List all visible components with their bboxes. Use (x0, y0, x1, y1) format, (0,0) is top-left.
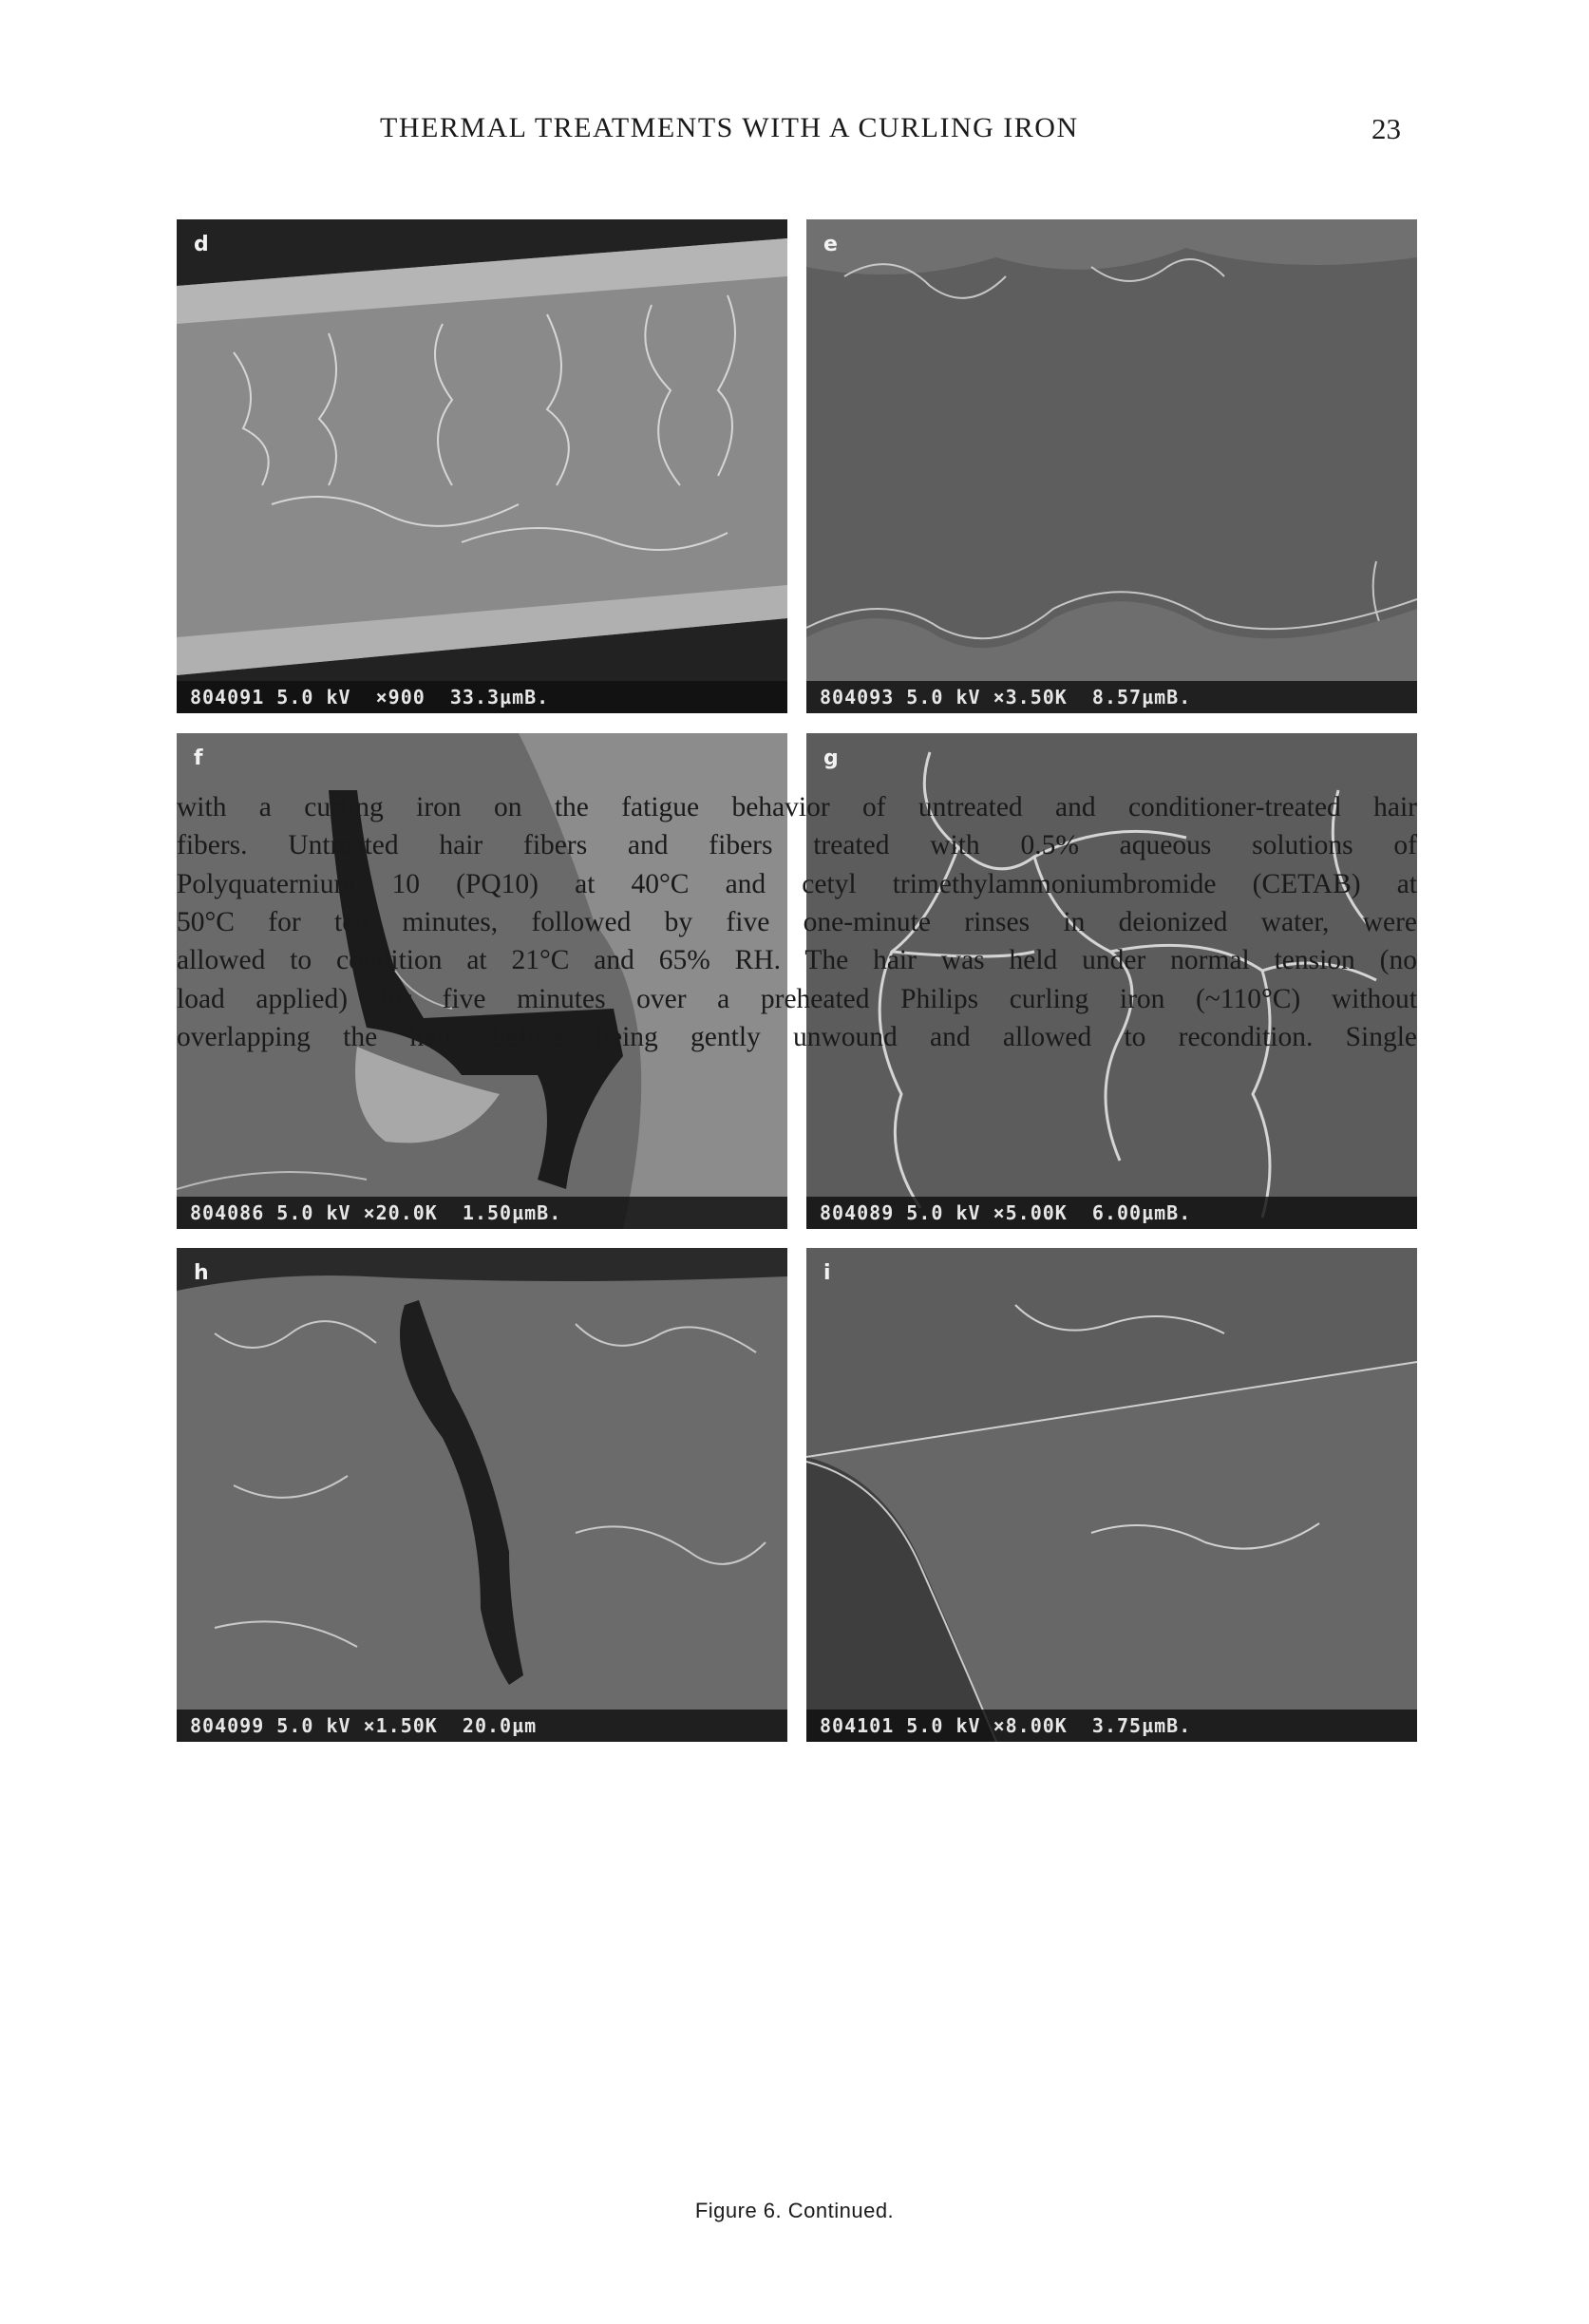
page-number: 23 (1371, 112, 1401, 145)
text-line: Polyquaternium 10 (PQ10) at 40°C and cetyl trimethylammoniumbromide (CETAB) at (177, 868, 1417, 899)
running-head (176, 112, 1410, 150)
text-line: allowed to condition at 21°C and 65% RH. The hair was held under normal tension (no (177, 945, 1417, 976)
scale-bar-g: 804089 5.0 kV ×5.00K 6.00µmB. (806, 1197, 1417, 1229)
figure-6-grid (177, 219, 1417, 2170)
scale-bar-d: 804091 5.0 kV ×900 33.3µmB. (177, 681, 787, 713)
running-title: THERMAL TREATMENTS WITH A CURLING IRON (380, 112, 1079, 143)
panel-letter-e: e (823, 233, 838, 256)
text-line: overlapping the hair, before being gently unwound and allowed to recondition. Single (177, 1021, 1417, 1052)
panel-letter-d: d (194, 233, 209, 256)
panel-letter-f: f (194, 746, 203, 770)
scale-bar-h: 804099 5.0 kV ×1.50K 20.0µm (177, 1710, 787, 1742)
panel-letter-g: g (823, 746, 839, 770)
sem-panel-h (177, 1248, 787, 1742)
sem-image-e (806, 219, 1417, 713)
sem-panel-e (806, 219, 1417, 713)
text-line: load applied) for five minutes over a preheated Philips curling iron (~110°C) without (177, 983, 1417, 1014)
sem-image-d (177, 219, 787, 713)
panel-letter-i: i (823, 1261, 831, 1285)
text-line: with a curling iron on the fatigue behavior of untreated and conditioner-treated hair (177, 792, 1417, 822)
text-line: 50°C for ten minutes, followed by five one-minute rinses in deionized water, were (177, 906, 1417, 937)
sem-panel-i (806, 1248, 1417, 1742)
scale-bar-e: 804093 5.0 kV ×3.50K 8.57µmB. (806, 681, 1417, 713)
sem-image-i (806, 1248, 1417, 1742)
panel-letter-h: h (194, 1261, 209, 1285)
scale-bar-f: 804086 5.0 kV ×20.0K 1.50µmB. (177, 1197, 787, 1229)
scale-bar-i: 804101 5.0 kV ×8.00K 3.75µmB. (806, 1710, 1417, 1742)
sem-panel-d (177, 219, 787, 713)
text-line: fibers. Untreated hair fibers and fibers treated with 0.5% aqueous solutions of (177, 830, 1417, 861)
figure-caption: Figure 6. Continued. (694, 2199, 895, 2222)
sem-image-h (177, 1248, 787, 1742)
